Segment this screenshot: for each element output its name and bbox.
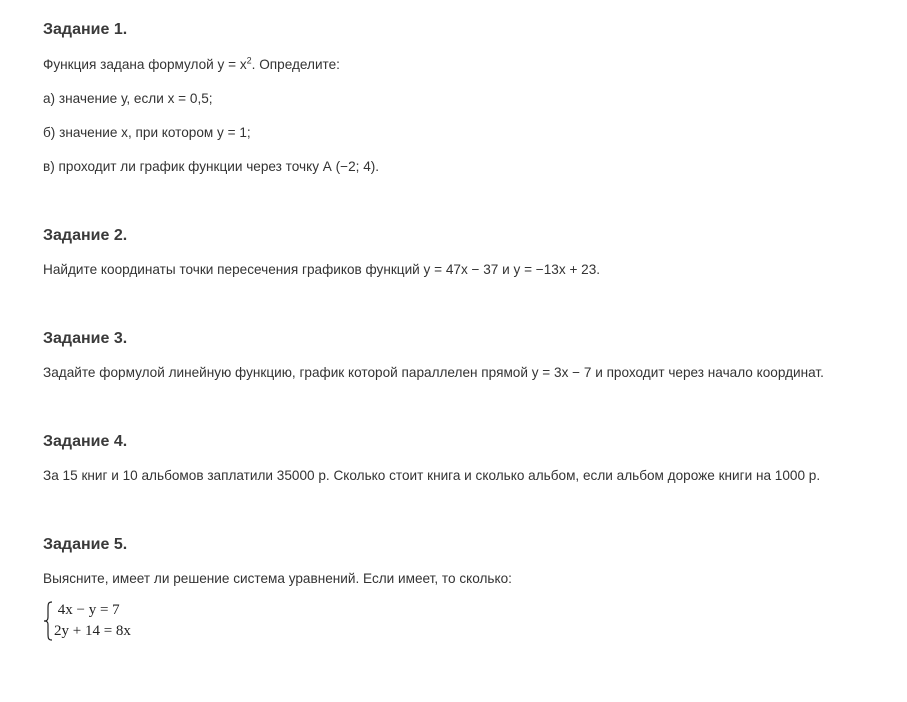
task-3 [43,329,893,382]
equation-system [43,601,243,645]
task-1 [43,20,893,176]
task-5-title: Задание 5. [43,536,128,553]
task-4 [43,432,893,485]
task-4-text: За 15 книг и 10 альбомов заплатили 35000 р. Сколько стоит книга и сколько альбом, если альбом дороже книги на 1000 р. [43,468,821,483]
task-1-item-a: а) значение у, если х = 0,5; [43,91,213,106]
task-1-intro-power: 2 [246,55,252,66]
task-2-title: Задание 2. [43,227,128,244]
task-2 [43,226,893,279]
left-brace-icon [43,601,53,641]
task-5 [43,535,893,588]
system-equation-2: 2y + 14 = 8x [54,623,131,639]
task-1-intro [43,56,893,74]
task-1-intro-text: Функция задана формулой у = х [43,57,247,72]
task-3-text: Задайте формулой линейную функцию, график которой параллелен прямой у = 3х − 7 и проходит через начало координат. [43,365,824,380]
task-1-item-c: в) проходит ли график функции через точку А (−2; 4). [43,159,380,174]
task-1-item-b: б) значение х, при котором у = 1; [43,125,251,140]
system-equation-1: 4x − y = 7 [54,602,120,618]
task-2-text: Найдите координаты точки пересечения графиков функций у = 47х − 37 и у = −13х + 23. [43,262,601,277]
task-1-intro-tail: . Определите: [251,57,340,72]
task-3-title: Задание 3. [43,330,128,347]
task-1-title: Задание 1. [43,21,128,38]
task-4-title: Задание 4. [43,433,128,450]
task-5-text: Выясните, имеет ли решение система уравнений. Если имеет, то сколько: [43,571,512,586]
